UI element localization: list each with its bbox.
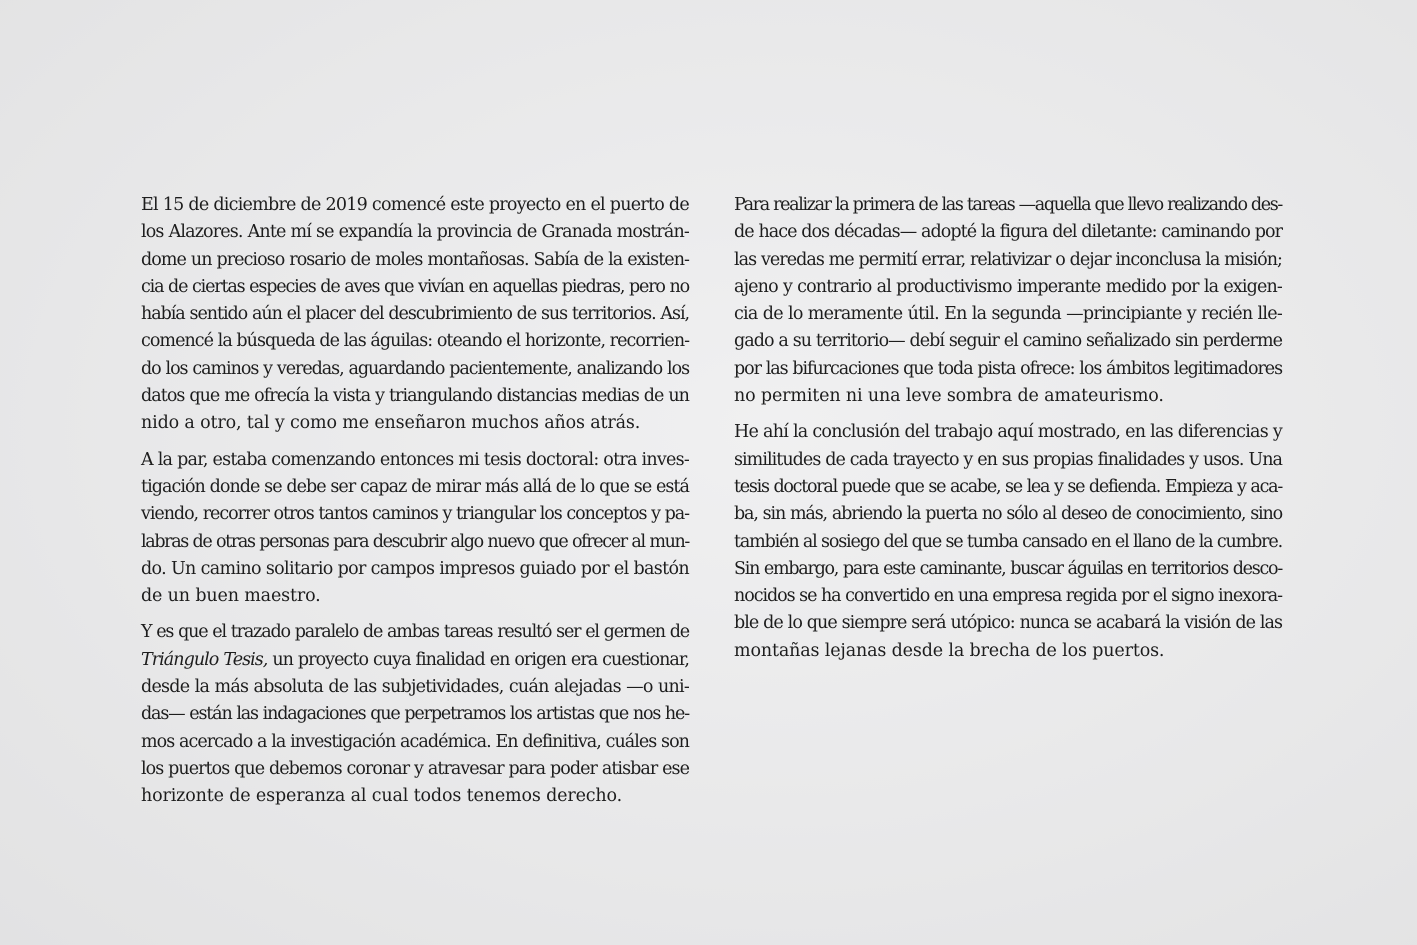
text-line: de un buen maestro. (141, 586, 321, 607)
text-line: desde la más absoluta de las subjetividades, cuán alejadas —o uni- (141, 677, 689, 698)
text-line: He ahí la conclusión del trabajo aquí mostrado, en las diferencias y (734, 422, 1282, 443)
text-line: no permiten ni una leve sombra de amateurismo. (734, 386, 1164, 407)
text-line: los Alazores. Ante mí se expandía la provincia de Granada mostrán- (141, 222, 689, 243)
text-line: El 15 de diciembre de 2019 comencé este proyecto en el puerto de (141, 195, 689, 215)
text-line: datos que me ofrecía la vista y triangulando distancias medias de un (141, 386, 689, 407)
text-line: las veredas me permití errar, relativizar o dejar inconclusa la misión; (734, 249, 1282, 270)
text-line: horizonte de esperanza al cual todos tenemos derecho. (141, 786, 623, 807)
paragraph (141, 447, 689, 611)
text-line: tesis doctoral puede que se acabe, se lea y se defienda. Empieza y aca- (734, 476, 1282, 497)
text-line: do. Un camino solitario por campos impresos guiado por el bastón (141, 558, 689, 579)
text-line: similitudes de cada trayecto y en sus propias finalidades y usos. Una (734, 449, 1282, 470)
text-segment: un proyecto cuya finalidad en origen era cuestionar, (267, 649, 689, 670)
text-line: gado a su territorio— debí seguir el camino señalizado sin perderme (734, 331, 1282, 352)
text-line: los puertos que debemos coronar y atravesar para poder atisbar ese (141, 758, 689, 779)
text-line: ba, sin más, abriendo la puerta no sólo al deseo de conocimiento, sino (734, 504, 1282, 525)
text-line: das— están las indagaciones que perpetramos los artistas que nos he- (141, 704, 689, 725)
text-line: Y es que el trazado paralelo de ambas tareas resultó ser el germen de (141, 622, 689, 643)
text-line: dome un precioso rosario de moles montañosas. Sabía de la existen- (141, 249, 689, 270)
right-text-column (734, 192, 1282, 665)
text-line: cia de lo meramente útil. En la segunda —principiante y recién lle- (734, 304, 1282, 325)
text-line: A la par, estaba comenzando entonces mi tesis doctoral: otra inves- (141, 449, 689, 470)
text-line: nido a otro, tal y como me enseñaron muchos años atrás. (141, 413, 641, 434)
text-line: tigación donde se debe ser capaz de mirar más allá de lo que se está (141, 476, 689, 497)
paragraph (734, 192, 1282, 410)
text-line: nocidos se ha convertido en una empresa regida por el signo inexora- (734, 586, 1282, 607)
italic-project-title: Triángulo Tesis, (141, 649, 268, 670)
text-line: ajeno y contrario al productivismo imperante medido por la exigen- (734, 276, 1282, 297)
text-line: montañas lejanas desde la brecha de los puertos. (734, 640, 1165, 661)
paragraph (141, 192, 689, 438)
left-text-column (141, 192, 689, 811)
text-line: también al sosiego del que se tumba cansado en el llano de la cumbre. (734, 531, 1282, 552)
text-line: do los caminos y veredas, aguardando pacientemente, analizando los (141, 358, 689, 379)
text-line-with-title (141, 647, 689, 674)
text-line: mos acercado a la investigación académica. En definitiva, cuáles son (141, 731, 689, 752)
text-line: había sentido aún el placer del descubrimiento de sus territorios. Así, (141, 304, 689, 325)
text-line: viendo, recorrer otros tantos caminos y triangular los conceptos y pa- (141, 504, 689, 525)
text-line: de hace dos décadas— adopté la figura del diletante: caminando por (734, 222, 1282, 243)
paragraph (734, 419, 1282, 665)
text-line: comencé la búsqueda de las águilas: oteando el horizonte, recorrien- (141, 331, 690, 352)
text-line: cia de ciertas especies de aves que vivían en aquellas piedras, pero no (141, 276, 689, 297)
text-line: Sin embargo, para este caminante, buscar águilas en territorios desco- (734, 558, 1282, 579)
text-line: labras de otras personas para descubrir algo nuevo que ofrecer al mun- (141, 531, 689, 552)
text-line: ble de lo que siempre será utópico: nunca se acabará la visión de las (734, 613, 1282, 634)
text-line: Para realizar la primera de las tareas —aquella que llevo realizando des- (734, 195, 1282, 215)
text-line: por las bifurcaciones que toda pista ofrece: los ámbitos legitimadores (734, 358, 1282, 379)
paragraph (141, 619, 689, 810)
